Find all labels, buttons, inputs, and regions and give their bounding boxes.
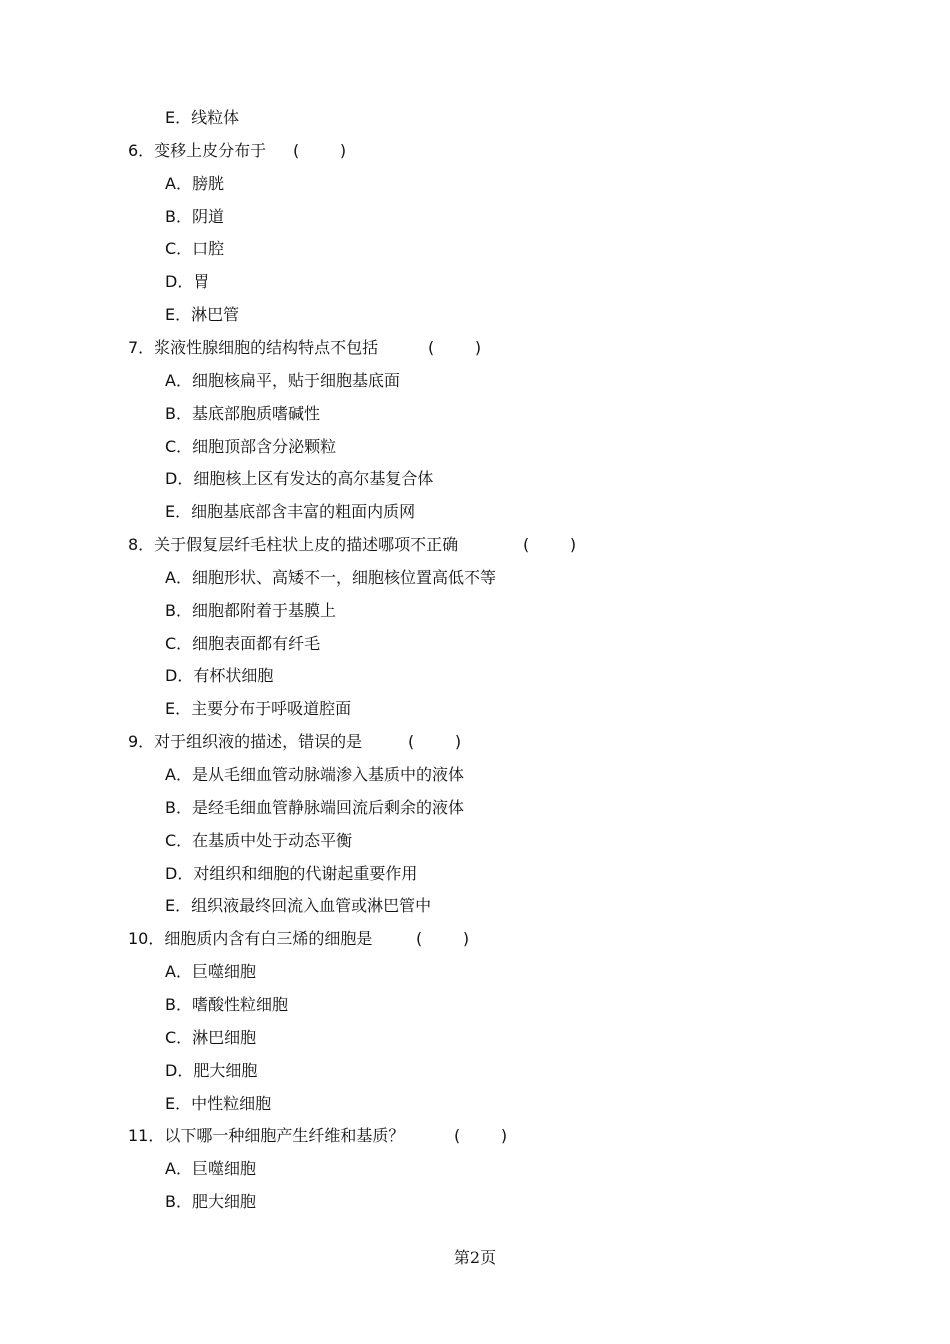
question-text: 10．细胞质内含有白三烯的细胞是 [128, 929, 373, 949]
question-text: 7．浆液性腺细胞的结构特点不包括 [128, 337, 379, 357]
answer-blank: ( ) [416, 929, 470, 949]
answer-option [165, 699, 351, 719]
answer-option [165, 568, 496, 588]
answer-option [165, 1159, 256, 1179]
answer-option [165, 962, 256, 982]
option-text: E．主要分布于呼吸道腔面 [165, 699, 352, 719]
question-text: 6．变移上皮分布于 [128, 140, 267, 160]
answer-option [165, 831, 352, 851]
answer-option [165, 765, 464, 785]
answer-option [165, 239, 224, 259]
option-text: A．是从毛细血管动脉端渗入基质中的液体 [165, 765, 464, 784]
question-stem [128, 929, 470, 949]
answer-option [165, 404, 320, 424]
answer-option [165, 995, 288, 1015]
option-text: C．淋巴细胞 [165, 1027, 257, 1047]
answer-option [165, 601, 336, 621]
answer-option [165, 371, 400, 391]
answer-option [165, 1094, 271, 1114]
answer-blank: ( ) [454, 1126, 508, 1146]
answer-option [165, 305, 239, 325]
answer-option [165, 1028, 256, 1048]
option-text: D．细胞核上区有发达的高尔基复合体 [165, 469, 434, 489]
option-text: D．有杯状细胞 [165, 666, 274, 686]
answer-option [165, 896, 431, 916]
question-stem [128, 337, 482, 358]
option-text: E．细胞基底部含丰富的粗面内质网 [165, 502, 416, 522]
answer-option [165, 666, 273, 686]
option-text: C．在基质中处于动态平衡 [165, 830, 353, 850]
option-text: C．口腔 [165, 239, 225, 259]
option-text: B．基底部胞质嗜碱性 [165, 403, 320, 423]
option-text: B．嗜酸性粒细胞 [165, 994, 288, 1014]
option-text: A．细胞形状、高矮不一，细胞核位置高低不等 [165, 567, 496, 587]
option-text: C．细胞顶部含分泌颗粒 [165, 436, 337, 456]
question-text: 11．以下哪一种细胞产生纤维和基质？ [128, 1126, 405, 1146]
answer-option [165, 108, 239, 128]
question-stem [128, 535, 577, 555]
answer-option [165, 634, 320, 654]
page-number: 第2页 [453, 1248, 497, 1267]
answer-option [165, 798, 464, 818]
option-text: D．胃 [165, 272, 210, 292]
option-text: B．阴道 [165, 206, 224, 226]
option-text: E．组织液最终回流入血管或淋巴管中 [165, 896, 432, 916]
question-text: 9．对于组织液的描述，错误的是 [128, 732, 363, 752]
option-text: B．是经毛细血管静脉端回流后剩余的液体 [165, 797, 464, 817]
option-text: B．肥大细胞 [165, 1192, 256, 1212]
answer-option [165, 1192, 256, 1212]
option-text: C．细胞表面都有纤毛 [165, 633, 321, 653]
option-text: A．巨噬细胞 [165, 962, 256, 982]
question-stem [128, 732, 462, 752]
answer-option [165, 207, 224, 227]
option-text: A．膀胱 [165, 173, 224, 193]
answer-option [165, 1061, 257, 1081]
answer-blank: ( ) [428, 337, 482, 357]
answer-option [165, 272, 209, 292]
answer-blank: ( ) [408, 732, 462, 752]
option-text: D．肥大细胞 [165, 1060, 258, 1080]
answer-option [165, 864, 417, 884]
answer-blank: ( ) [523, 535, 577, 555]
option-text: E．淋巴管 [165, 305, 240, 325]
option-text: B．细胞都附着于基膜上 [165, 600, 336, 620]
answer-blank: ( ) [293, 140, 347, 160]
option-text: E．中性粒细胞 [165, 1093, 272, 1113]
answer-option [165, 469, 433, 489]
question-stem [128, 1126, 508, 1146]
answer-option [165, 174, 224, 194]
option-text: A．巨噬细胞 [165, 1159, 256, 1179]
option-text: D．对组织和细胞的代谢起重要作用 [165, 863, 418, 883]
question-stem [128, 140, 347, 161]
question-text: 8．关于假复层纤毛柱状上皮的描述哪项不正确 [128, 535, 459, 555]
option-text: A．细胞核扁平，贴于细胞基底面 [165, 370, 400, 390]
answer-option [165, 502, 415, 522]
answer-option [165, 437, 336, 457]
option-text: E．线粒体 [165, 108, 240, 127]
